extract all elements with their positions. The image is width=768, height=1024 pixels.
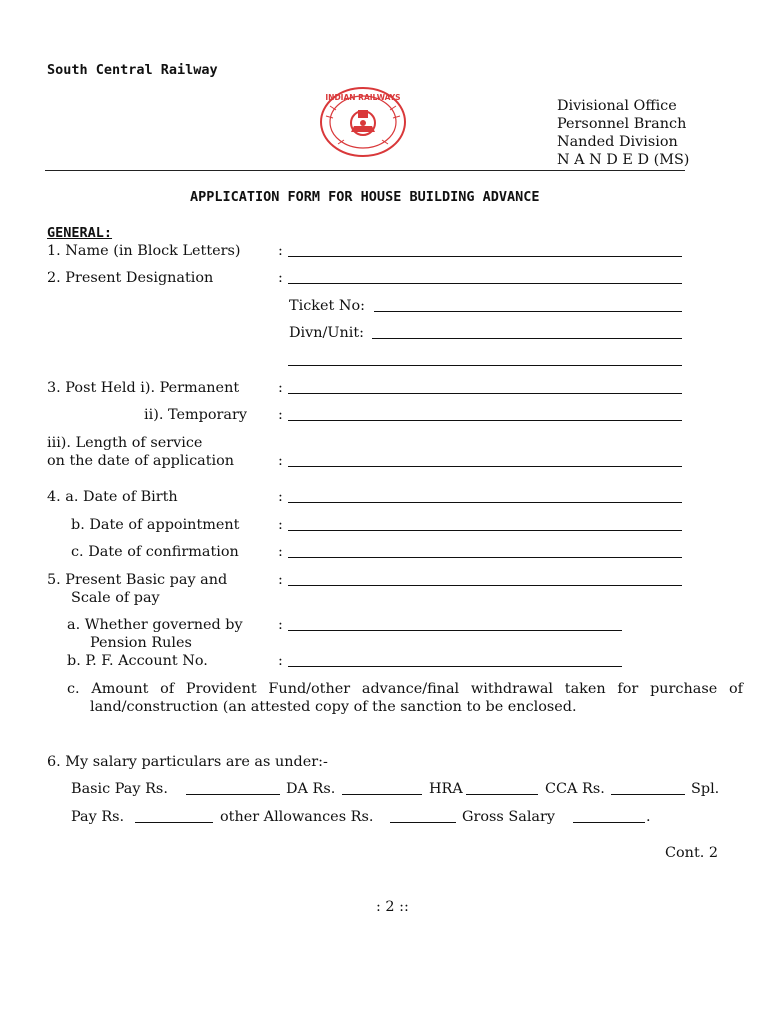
gross-period: .: [646, 809, 651, 825]
label-length-service-1: iii). Length of service: [47, 435, 203, 451]
label-date-appointment: b. Date of appointment: [71, 517, 240, 533]
date-appointment-field[interactable]: [288, 530, 682, 531]
basic-pay-field[interactable]: [288, 585, 682, 586]
label-salary-pay: Pay Rs.: [71, 809, 125, 825]
logo-lettering: INDIAN RAILWAYS: [325, 93, 401, 102]
label-salary-hra: HRA: [429, 781, 463, 797]
length-service-field[interactable]: [288, 466, 682, 467]
colon: :: [278, 270, 283, 286]
organization-name: South Central Railway: [47, 62, 218, 78]
salary-gross-field[interactable]: [573, 822, 645, 823]
divn-unit-field[interactable]: [372, 338, 682, 339]
label-date-confirmation: c. Date of confirmation: [71, 544, 239, 560]
salary-basic-field[interactable]: [186, 794, 280, 795]
office-line-3: Nanded Division: [557, 134, 678, 150]
label-post-temporary: ii). Temporary: [144, 407, 247, 423]
post-temporary-field[interactable]: [288, 420, 682, 421]
indian-railways-logo: [318, 86, 408, 158]
date-birth-field[interactable]: [288, 502, 682, 503]
colon: :: [278, 653, 283, 669]
post-permanent-field[interactable]: [288, 393, 682, 394]
label-basic-pay-1: 5. Present Basic pay and: [47, 572, 228, 588]
colon: :: [278, 517, 283, 533]
label-ticket-no: Ticket No:: [289, 298, 365, 314]
form-title: APPLICATION FORM FOR HOUSE BUILDING ADVANCE: [190, 189, 540, 205]
label-pension-1: a. Whether governed by: [67, 617, 243, 633]
name-field[interactable]: [288, 256, 682, 257]
label-basic-pay-2: Scale of pay: [71, 590, 160, 606]
extra-line-field[interactable]: [288, 365, 682, 366]
ticket-no-field[interactable]: [374, 311, 682, 312]
label-salary-other: other Allowances Rs.: [220, 809, 374, 825]
label-designation: 2. Present Designation: [47, 270, 214, 286]
designation-field[interactable]: [288, 283, 682, 284]
label-post-permanent: 3. Post Held i). Permanent: [47, 380, 240, 396]
colon: :: [278, 453, 283, 469]
colon: :: [278, 407, 283, 423]
salary-da-field[interactable]: [342, 794, 422, 795]
label-salary-da: DA Rs.: [286, 781, 336, 797]
label-pf-account: b. P. F. Account No.: [67, 653, 208, 669]
continued-note: Cont. 2: [665, 845, 719, 861]
provident-fund-paragraph: c. Amount of Provident Fund/other advance/final withdrawal taken for purchase of land/construction (an attested copy of the sanction to be enclosed.: [67, 681, 743, 716]
label-divn-unit: Divn/Unit:: [289, 325, 365, 341]
office-line-4: N A N D E D (MS): [557, 152, 690, 168]
salary-spl-pay-field[interactable]: [135, 822, 213, 823]
office-line-1: Divisional Office: [557, 98, 677, 114]
label-salary-spl: Spl.: [691, 781, 720, 797]
pf-account-field[interactable]: [288, 666, 622, 667]
salary-cca-field[interactable]: [611, 794, 685, 795]
pension-field[interactable]: [288, 630, 622, 631]
label-salary-cca: CCA Rs.: [545, 781, 605, 797]
colon: :: [278, 617, 283, 633]
label-name: 1. Name (in Block Letters): [47, 243, 241, 259]
colon: :: [278, 243, 283, 259]
label-salary-particulars: 6. My salary particulars are as under:-: [47, 754, 328, 770]
label-pension-2: Pension Rules: [90, 635, 192, 651]
colon: :: [278, 489, 283, 505]
section-general: GENERAL:: [47, 225, 113, 241]
salary-other-field[interactable]: [390, 822, 456, 823]
label-salary-basic: Basic Pay Rs.: [71, 781, 168, 797]
header-divider: [45, 170, 685, 171]
page-number: : 2 ::: [376, 899, 409, 915]
colon: :: [278, 572, 283, 588]
label-salary-gross: Gross Salary: [462, 809, 556, 825]
office-line-2: Personnel Branch: [557, 116, 687, 132]
colon: :: [278, 544, 283, 560]
date-confirmation-field[interactable]: [288, 557, 682, 558]
label-length-service-2: on the date of application: [47, 453, 235, 469]
label-date-birth: 4. a. Date of Birth: [47, 489, 178, 505]
colon: :: [278, 380, 283, 396]
salary-hra-field[interactable]: [466, 794, 538, 795]
